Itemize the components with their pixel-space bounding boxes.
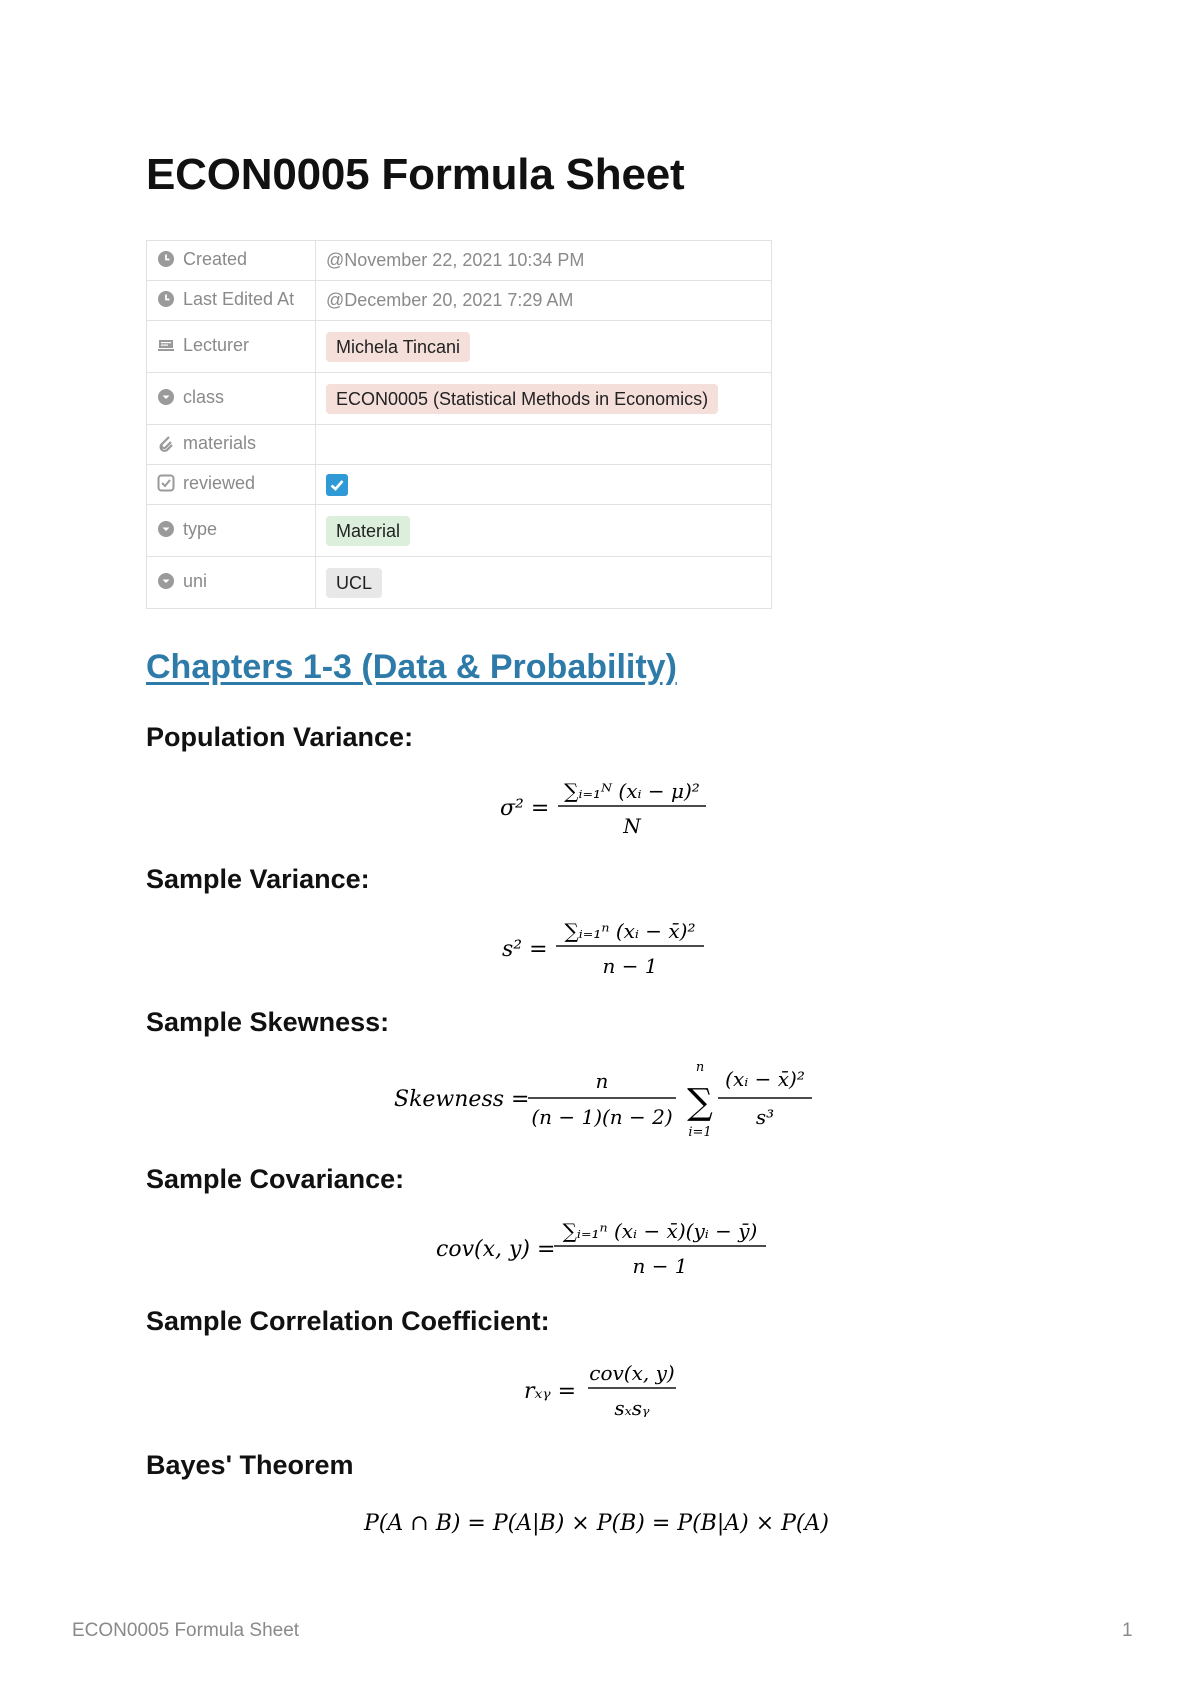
properties-table bbox=[146, 240, 772, 609]
formula-sample-correlation bbox=[520, 1350, 700, 1422]
page-number: 1 bbox=[1122, 1620, 1133, 1641]
section-heading-sample-correlation: Sample Correlation Coefficient: bbox=[146, 1306, 550, 1336]
page-title: ECON0005 Formula Sheet bbox=[146, 150, 685, 199]
select-icon bbox=[157, 572, 175, 595]
lecturer-tag[interactable]: Michela Tincani bbox=[326, 332, 470, 362]
svg-text:∑ᵢ₌₁ⁿ (xᵢ − x̄)²: ∑ᵢ₌₁ⁿ (xᵢ − x̄)² bbox=[564, 919, 696, 943]
svg-text:i=1: i=1 bbox=[688, 1125, 712, 1140]
property-row-lecturer bbox=[147, 321, 772, 373]
property-key: Lecturer bbox=[147, 321, 316, 373]
svg-text:∑: ∑ bbox=[687, 1082, 713, 1123]
property-row-created bbox=[147, 241, 772, 281]
chapter-heading-link[interactable]: Chapters 1-3 (Data & Probability) bbox=[146, 648, 677, 686]
property-row-type bbox=[147, 505, 772, 557]
property-value bbox=[316, 425, 772, 465]
property-value bbox=[316, 505, 772, 557]
clock-icon bbox=[157, 250, 175, 273]
property-row-materials bbox=[147, 425, 772, 465]
formula-sample-covariance bbox=[432, 1208, 772, 1280]
property-key: class bbox=[147, 373, 316, 425]
svg-text:cov(x, y): cov(x, y) bbox=[589, 1361, 675, 1385]
property-value bbox=[316, 321, 772, 373]
select-icon bbox=[157, 520, 175, 543]
property-key: materials bbox=[147, 425, 316, 465]
formula-population-variance bbox=[470, 770, 730, 840]
svg-text:P(A ∩ B) = P(A|B) × P(B) = P(B: P(A ∩ B) = P(A|B) × P(B) = P(B|A) × P(A) bbox=[364, 1511, 829, 1536]
section-heading-sample-variance: Sample Variance: bbox=[146, 864, 370, 894]
svg-text:N: N bbox=[623, 814, 641, 838]
formula-sample-skewness bbox=[390, 1056, 820, 1146]
property-row-class bbox=[147, 373, 772, 425]
svg-text:n: n bbox=[695, 1060, 705, 1075]
property-value: @December 20, 2021 7:29 AM bbox=[316, 281, 772, 321]
property-value: @November 22, 2021 10:34 PM bbox=[316, 241, 772, 281]
section-heading-bayes-theorem: Bayes' Theorem bbox=[146, 1450, 354, 1480]
lecturer-icon bbox=[157, 336, 175, 359]
svg-text:n − 1: n − 1 bbox=[602, 954, 658, 978]
svg-text:(n − 1)(n − 2): (n − 1)(n − 2) bbox=[531, 1105, 673, 1129]
section-heading-sample-covariance: Sample Covariance: bbox=[146, 1164, 405, 1194]
svg-text:rₓᵧ =: rₓᵧ = bbox=[524, 1379, 577, 1404]
attachment-icon bbox=[157, 434, 175, 457]
svg-text:∑ᵢ₌₁ᴺ (xᵢ − μ)²: ∑ᵢ₌₁ᴺ (xᵢ − μ)² bbox=[564, 779, 700, 803]
svg-text:σ² =: σ² = bbox=[500, 796, 550, 821]
property-key: Last Edited At bbox=[147, 281, 316, 321]
svg-text:(xᵢ − x̄)²: (xᵢ − x̄)² bbox=[725, 1067, 805, 1091]
svg-text:s² =: s² = bbox=[502, 937, 548, 962]
uni-tag[interactable]: UCL bbox=[326, 568, 382, 598]
svg-text:cov(x, y) =: cov(x, y) = bbox=[436, 1237, 556, 1262]
class-tag[interactable]: ECON0005 (Statistical Methods in Economics) bbox=[326, 384, 718, 414]
property-row-last-edited bbox=[147, 281, 772, 321]
type-tag[interactable]: Material bbox=[326, 516, 410, 546]
reviewed-checkbox[interactable] bbox=[326, 474, 348, 496]
formula-sample-variance bbox=[470, 908, 730, 980]
svg-text:sₓsᵧ: sₓsᵧ bbox=[614, 1396, 650, 1420]
clock-icon bbox=[157, 290, 175, 313]
svg-text:n − 1: n − 1 bbox=[632, 1254, 688, 1278]
svg-text:s³: s³ bbox=[755, 1105, 775, 1129]
property-key: uni bbox=[147, 557, 316, 609]
property-value bbox=[316, 465, 772, 505]
property-key: reviewed bbox=[147, 465, 316, 505]
svg-text:n: n bbox=[595, 1069, 609, 1093]
property-value bbox=[316, 373, 772, 425]
checkbox-icon bbox=[157, 474, 175, 497]
section-heading-sample-skewness: Sample Skewness: bbox=[146, 1007, 390, 1037]
footer-title: ECON0005 Formula Sheet bbox=[72, 1620, 300, 1641]
property-row-uni bbox=[147, 557, 772, 609]
svg-text:Skewness =: Skewness = bbox=[394, 1087, 530, 1112]
property-row-reviewed bbox=[147, 465, 772, 505]
select-icon bbox=[157, 388, 175, 411]
property-key: type bbox=[147, 505, 316, 557]
section-heading-population-variance: Population Variance: bbox=[146, 722, 414, 752]
property-value bbox=[316, 557, 772, 609]
svg-text:∑ᵢ₌₁ⁿ (xᵢ − x̄)(yᵢ − ȳ): ∑ᵢ₌₁ⁿ (xᵢ − x̄)(yᵢ − ȳ) bbox=[562, 1219, 758, 1243]
property-key: Created bbox=[147, 241, 316, 281]
formula-bayes-theorem bbox=[360, 1500, 860, 1544]
